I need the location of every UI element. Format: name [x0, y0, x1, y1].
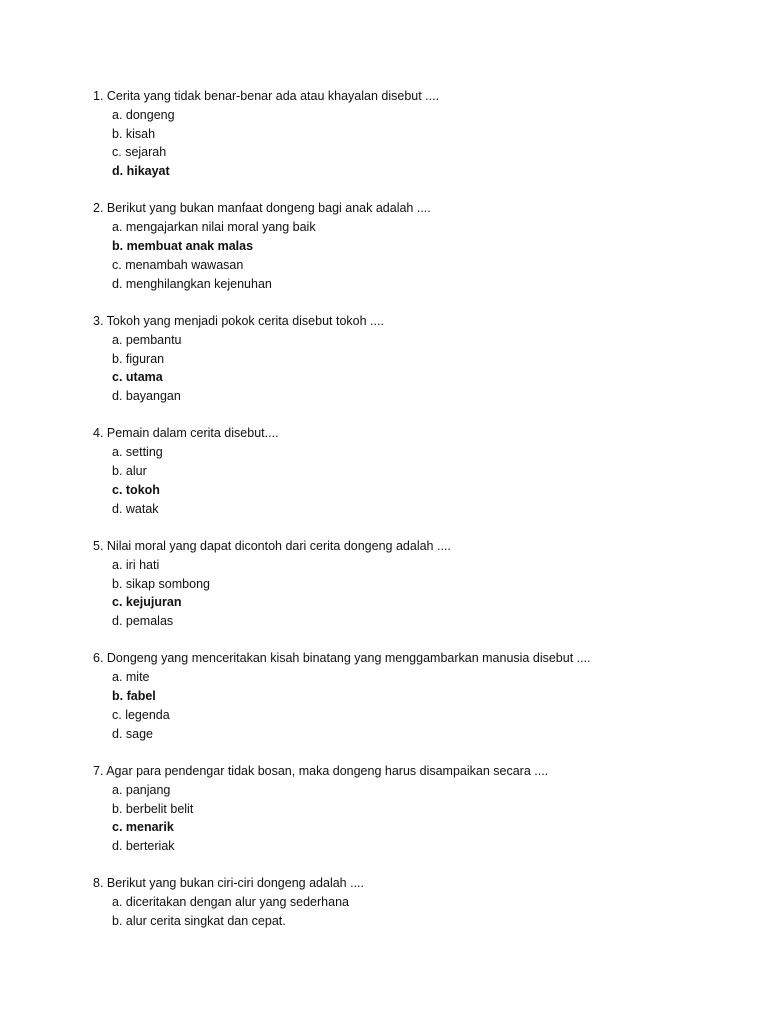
option-a: a. pembantu — [112, 332, 182, 347]
quiz-document — [93, 87, 733, 949]
option-c-answer: c. utama — [112, 370, 163, 385]
option-b: b. kisah — [112, 126, 156, 141]
option-b: b. alur — [112, 464, 147, 479]
option-d: d. menghilangkan kejenuhan — [112, 276, 272, 291]
question-text: 6. Dongeng yang menceritakan kisah binatang yang menggambarkan manusia disebut .... — [93, 651, 591, 666]
question-3 — [93, 312, 733, 406]
option-d: d. sage — [112, 726, 154, 741]
option-d-answer: d. hikayat — [112, 164, 170, 179]
question-text: 2. Berikut yang bukan manfaat dongeng bagi anak adalah .... — [93, 201, 431, 216]
option-a: a. mite — [112, 670, 150, 685]
option-d: d. berteriak — [112, 839, 175, 854]
option-c-answer: c. menarik — [112, 820, 174, 835]
option-d: d. bayangan — [112, 389, 181, 404]
question-6 — [93, 649, 733, 743]
option-b: b. berbelit belit — [112, 801, 194, 816]
option-a: a. iri hati — [112, 557, 160, 572]
question-text: 7. Agar para pendengar tidak bosan, maka dongeng harus disampaikan secara .... — [93, 763, 549, 778]
option-b: b. alur cerita singkat dan cepat. — [112, 913, 286, 928]
option-d: d. watak — [112, 501, 159, 516]
option-d: d. pemalas — [112, 614, 174, 629]
question-text: 4. Pemain dalam cerita disebut.... — [93, 426, 279, 441]
question-text: 1. Cerita yang tidak benar-benar ada atau khayalan disebut .... — [93, 89, 440, 103]
option-c-answer: c. tokoh — [112, 482, 160, 497]
question-text: 8. Berikut yang bukan ciri-ciri dongeng adalah .... — [93, 876, 364, 891]
option-b: b. sikap sombong — [112, 576, 210, 591]
question-text: 3. Tokoh yang menjadi pokok cerita disebut tokoh .... — [93, 313, 384, 328]
option-b-answer: b. membuat anak malas — [112, 239, 254, 254]
question-7 — [93, 762, 733, 856]
option-c: c. menambah wawasan — [112, 257, 244, 272]
option-a: a. mengajarkan nilai moral yang baik — [112, 220, 316, 235]
option-a: a. diceritakan dengan alur yang sederhana — [112, 895, 349, 910]
question-1 — [93, 87, 733, 181]
question-8 — [93, 874, 733, 930]
option-c: c. sejarah — [112, 145, 167, 160]
question-4 — [93, 424, 733, 518]
question-text: 5. Nilai moral yang dapat dicontoh dari cerita dongeng adalah .... — [93, 538, 451, 553]
option-c: c. legenda — [112, 707, 170, 722]
option-a: a. dongeng — [112, 107, 175, 122]
option-b-answer: b. fabel — [112, 689, 156, 704]
option-a: a. panjang — [112, 782, 171, 797]
option-c-answer: c. kejujuran — [112, 595, 182, 610]
question-5 — [93, 537, 733, 631]
option-b: b. figuran — [112, 351, 165, 366]
option-a: a. setting — [112, 445, 163, 460]
question-2 — [93, 199, 733, 293]
